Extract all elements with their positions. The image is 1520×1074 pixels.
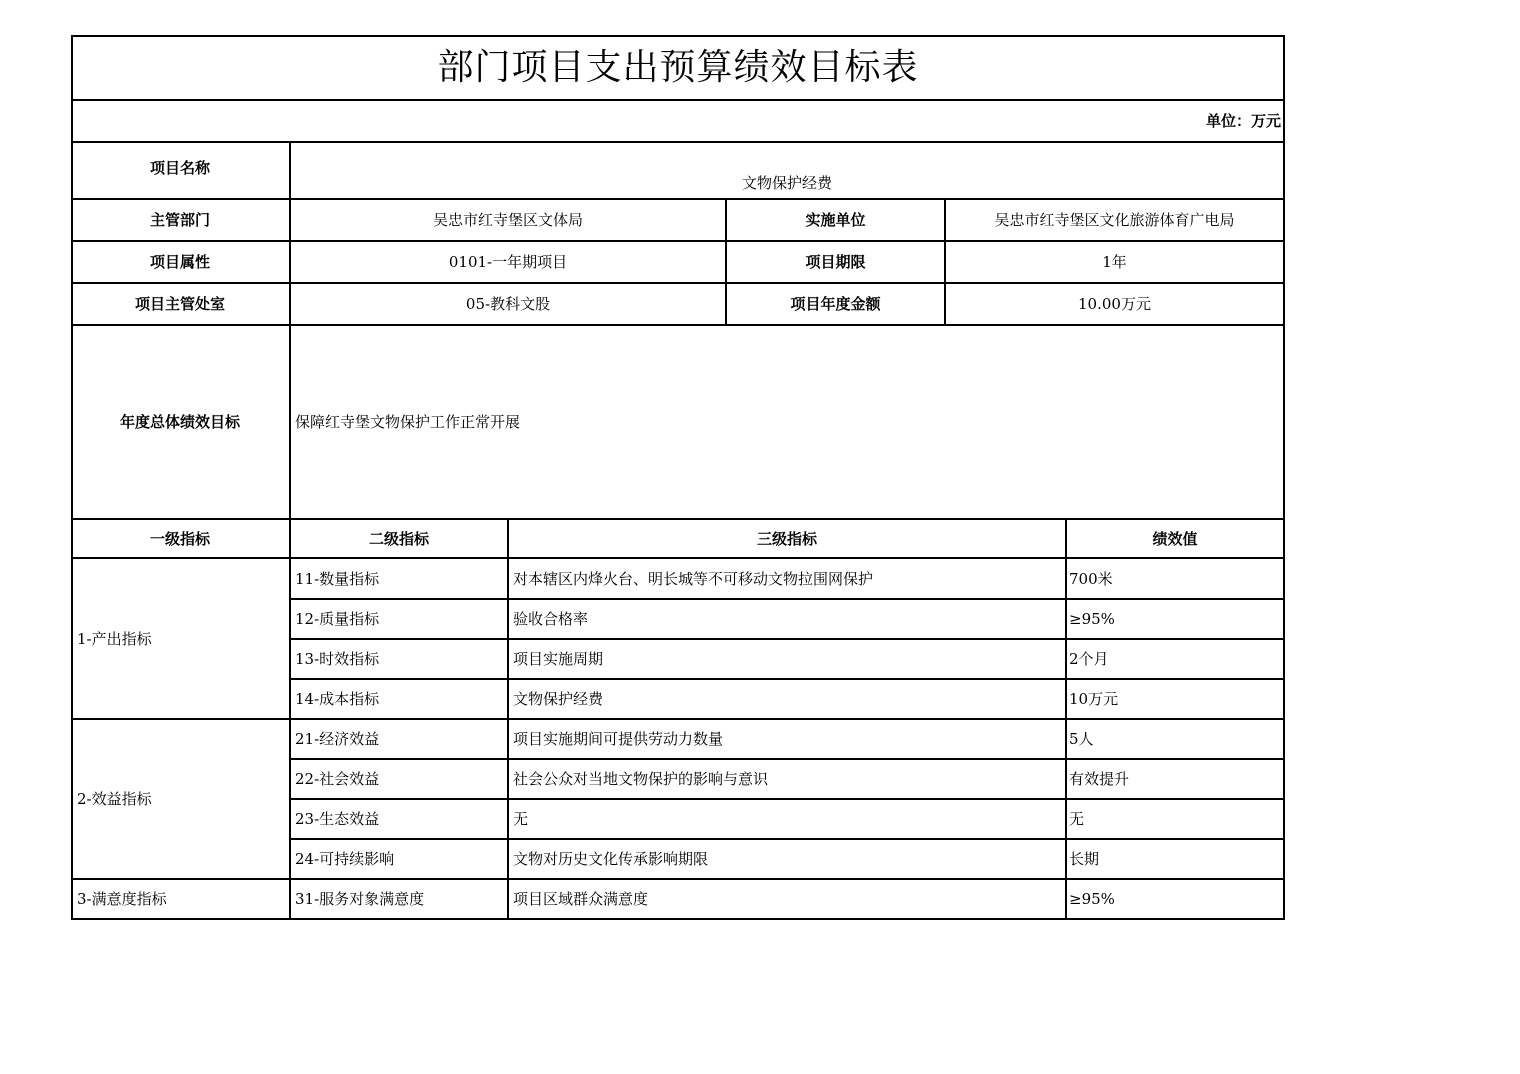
project-name-label: 项目名称 [149, 159, 210, 177]
table-row-level3: 项目区域群众满意度 [513, 890, 649, 908]
table-row-level2: 23-生态效益 [295, 810, 380, 828]
table-row-level3: 项目实施周期 [513, 650, 604, 668]
table-row-level3: 对本辖区内烽火台、明长城等不可移动文物拉围网保护 [513, 569, 874, 588]
table-row-level3: 无 [513, 810, 529, 828]
table-row-level2: 12-质量指标 [295, 610, 380, 628]
table-row-value: 长期 [1069, 850, 1100, 868]
implementer-label: 实施单位 [805, 211, 866, 229]
department-value: 吴忠市红寺堡区文体局 [432, 211, 583, 229]
table-row-value: ≥95% [1069, 890, 1115, 908]
table-row-value: ≥95% [1069, 610, 1115, 628]
border-line [71, 918, 1285, 920]
managing-office-value: 05-教科文股 [465, 295, 551, 313]
border-line [1283, 35, 1285, 920]
project-period-label: 项目期限 [805, 253, 866, 271]
table-row-value: 有效提升 [1069, 770, 1130, 788]
table-row-level2: 24-可持续影响 [295, 850, 395, 868]
annual-amount-value: 10.00万元 [1078, 295, 1151, 313]
header-level3: 三级指标 [756, 529, 817, 548]
header-value: 绩效值 [1152, 529, 1198, 548]
level1-satisfaction: 3-满意度指标 [77, 890, 167, 908]
implementer-value: 吴忠市红寺堡区文化旅游体育广电局 [994, 211, 1235, 229]
table-row-value: 5人 [1069, 730, 1094, 748]
project-name-value: 文物保护经费 [741, 174, 832, 192]
project-period-value: 1年 [1102, 253, 1127, 271]
table-row-level2: 21-经济效益 [295, 730, 380, 748]
performance-target-table [71, 35, 1285, 920]
project-attribute-value: 0101-一年期项目 [448, 253, 568, 271]
page-title: 部门项目支出预算绩效目标表 [437, 47, 919, 89]
table-row-level2: 22-社会效益 [295, 770, 380, 788]
department-label: 主管部门 [149, 211, 210, 229]
unit-label: 单位：万元 [1205, 112, 1281, 130]
table-row-level3: 社会公众对当地文物保护的影响与意识 [513, 770, 769, 788]
annual-amount-label: 项目年度金额 [790, 295, 881, 313]
level1-benefit: 2-效益指标 [77, 790, 152, 808]
table-row-level2: 14-成本指标 [295, 690, 380, 708]
table-row-level3: 文物保护经费 [513, 690, 604, 708]
table-row-value: 10万元 [1069, 690, 1119, 708]
table-row-level2: 31-服务对象满意度 [295, 890, 425, 908]
level1-output: 1-产出指标 [77, 629, 152, 648]
table-row-level3: 项目实施期间可提供劳动力数量 [513, 730, 724, 748]
table-row-value: 2个月 [1069, 650, 1109, 668]
table-row-level2: 13-时效指标 [295, 650, 380, 668]
table-row-level2: 11-数量指标 [295, 569, 380, 588]
table-row-value: 无 [1069, 810, 1085, 828]
annual-goal-value: 保障红寺堡文物保护工作正常开展 [295, 413, 521, 431]
managing-office-label: 项目主管处室 [134, 295, 225, 313]
table-row-level3: 文物对历史文化传承影响期限 [513, 850, 709, 868]
table-row-level3: 验收合格率 [513, 610, 589, 628]
header-level1: 一级指标 [149, 529, 210, 548]
project-attribute-label: 项目属性 [149, 253, 210, 271]
table-row-value: 700米 [1069, 569, 1113, 588]
annual-goal-label: 年度总体绩效目标 [119, 413, 240, 431]
header-level2: 二级指标 [368, 529, 429, 548]
